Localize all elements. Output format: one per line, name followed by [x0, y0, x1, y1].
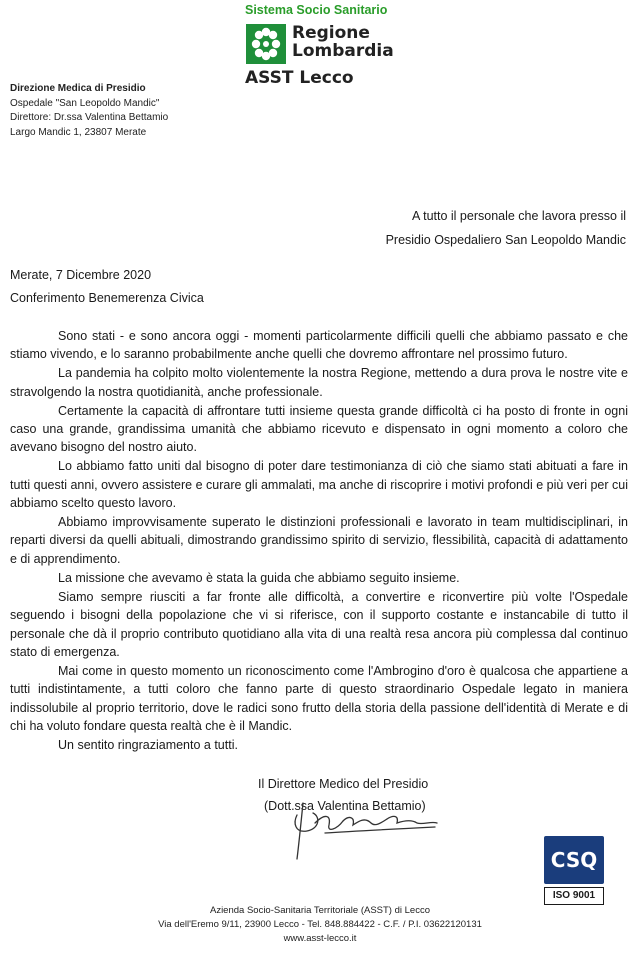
- letter-body: [10, 327, 628, 754]
- paragraph: Mai come in questo momento un riconoscimento come l'Ambrogino d'oro è qualcosa che appartiene a tutti indistintamente, a tutti coloro che fanno parte di questo straordinario Ospedale legato in maniera indissolubile al proprio territorio, dove le radici sono frutto della storia della passione dell'identità di Merate e di chi ha voluto fondare questa realtà che è il Mandic.: [10, 663, 628, 733]
- paragraph: Abbiamo improvvisamente superato le distinzioni professionali e lavorato in team multidisciplinari, in reparti diversi da quelli abituali, dimostrando grandissimo spirito di servizio, flessibilità, capacità di adattamento e di apprendimento.: [10, 515, 628, 566]
- letter-footer: [0, 904, 640, 946]
- region-name-line1: Regione: [292, 23, 370, 43]
- recipient-line2: Presidio Ospedaliero San Leopoldo Mandic: [385, 233, 626, 247]
- footer-address: Via dell'Eremo 9/11, 23900 Lecco - Tel. 848.884422 - C.F. / P.I. 03622120131: [158, 919, 482, 930]
- sender-address: Largo Mandic 1, 23807 Merate: [10, 126, 147, 138]
- signatory-name: (Dott.ssa Valentina Bettamio): [264, 799, 426, 813]
- letter-subject: Conferimento Benemerenza Civica: [10, 291, 204, 305]
- footer-website: www.asst-lecco.it: [283, 933, 357, 944]
- sender-hospital: Ospedale "San Leopoldo Mandic": [10, 97, 160, 109]
- rosa-camuna-icon: [246, 24, 286, 64]
- sender-block: [10, 82, 168, 140]
- csq-logo: CSQ: [544, 836, 604, 884]
- recipient-block: [386, 204, 626, 252]
- paragraph: Lo abbiamo fatto uniti dal bisogno di poter dare testimonianza di ciò che siamo stati abituati a fare in tutti questi anni, ovvero assistere e curare gli ammalati, ma anche di riscoprire i motivi profondi e più veri per cui abbiamo scelto questo lavoro.: [10, 459, 628, 511]
- paragraph: Siamo sempre riusciti a far fronte alle difficoltà, a convertire e riconvertire più volte l'Ospedale seguendo i bisogni della popolazione che vi si riferisce, con il supporto costante e instancabile di tutto il personale che dà il proprio contributo quotidiano alla vita di una realtà resa ancora più complessa dal continuo stato di emergenza.: [10, 589, 628, 659]
- sender-director: Direttore: Dr.ssa Valentina Bettamio: [10, 112, 169, 123]
- paragraph: Certamente la capacità di affrontare tutti insieme questa grande difficoltà ci ha posto di fronte in ogni caso una grande, grandissima umanità che abbiamo ricevuto e dispensato in ogni momento a coloro che avevano bisogno del nostro aiuto.: [10, 403, 628, 455]
- region-name: [292, 24, 394, 60]
- csq-certification-badge: [544, 836, 604, 908]
- sender-department: Direzione Medica di Presidio: [10, 83, 146, 94]
- closing-title: Il Direttore Medico del Presidio: [258, 777, 429, 791]
- paragraph: Sono stati - e sono ancora oggi - momenti particolarmente difficili quelli che abbiamo passato e che stiamo vivendo, e lo saranno probabilmente anche quelli che dovremo affrontare nel prossimo futuro.: [10, 329, 628, 362]
- paragraph: La pandemia ha colpito molto violentemente la nostra Regione, mettendo a dura prova le nostre vite e stravolgendo la nostra quotidianità, anche professionale.: [10, 366, 628, 399]
- letter-date: Merate, 7 Dicembre 2020: [10, 268, 152, 282]
- system-name: Sistema Socio Sanitario: [245, 3, 388, 17]
- footer-organization: Azienda Socio-Sanitaria Territoriale (ASST) di Lecco: [209, 905, 430, 916]
- handwritten-signature: [285, 793, 445, 863]
- recipient-line1: A tutto il personale che lavora presso il: [411, 209, 626, 223]
- asst-name: ASST Lecco: [245, 68, 354, 88]
- region-name-line2: Lombardia: [292, 41, 394, 61]
- paragraph: La missione che avevamo è stata la guida che abbiamo seguito insieme.: [58, 570, 460, 585]
- paragraph: Un sentito ringraziamento a tutti.: [58, 737, 238, 752]
- regione-lombardia-logo: [246, 24, 286, 64]
- iso-standard-label: ISO 9001: [544, 887, 604, 905]
